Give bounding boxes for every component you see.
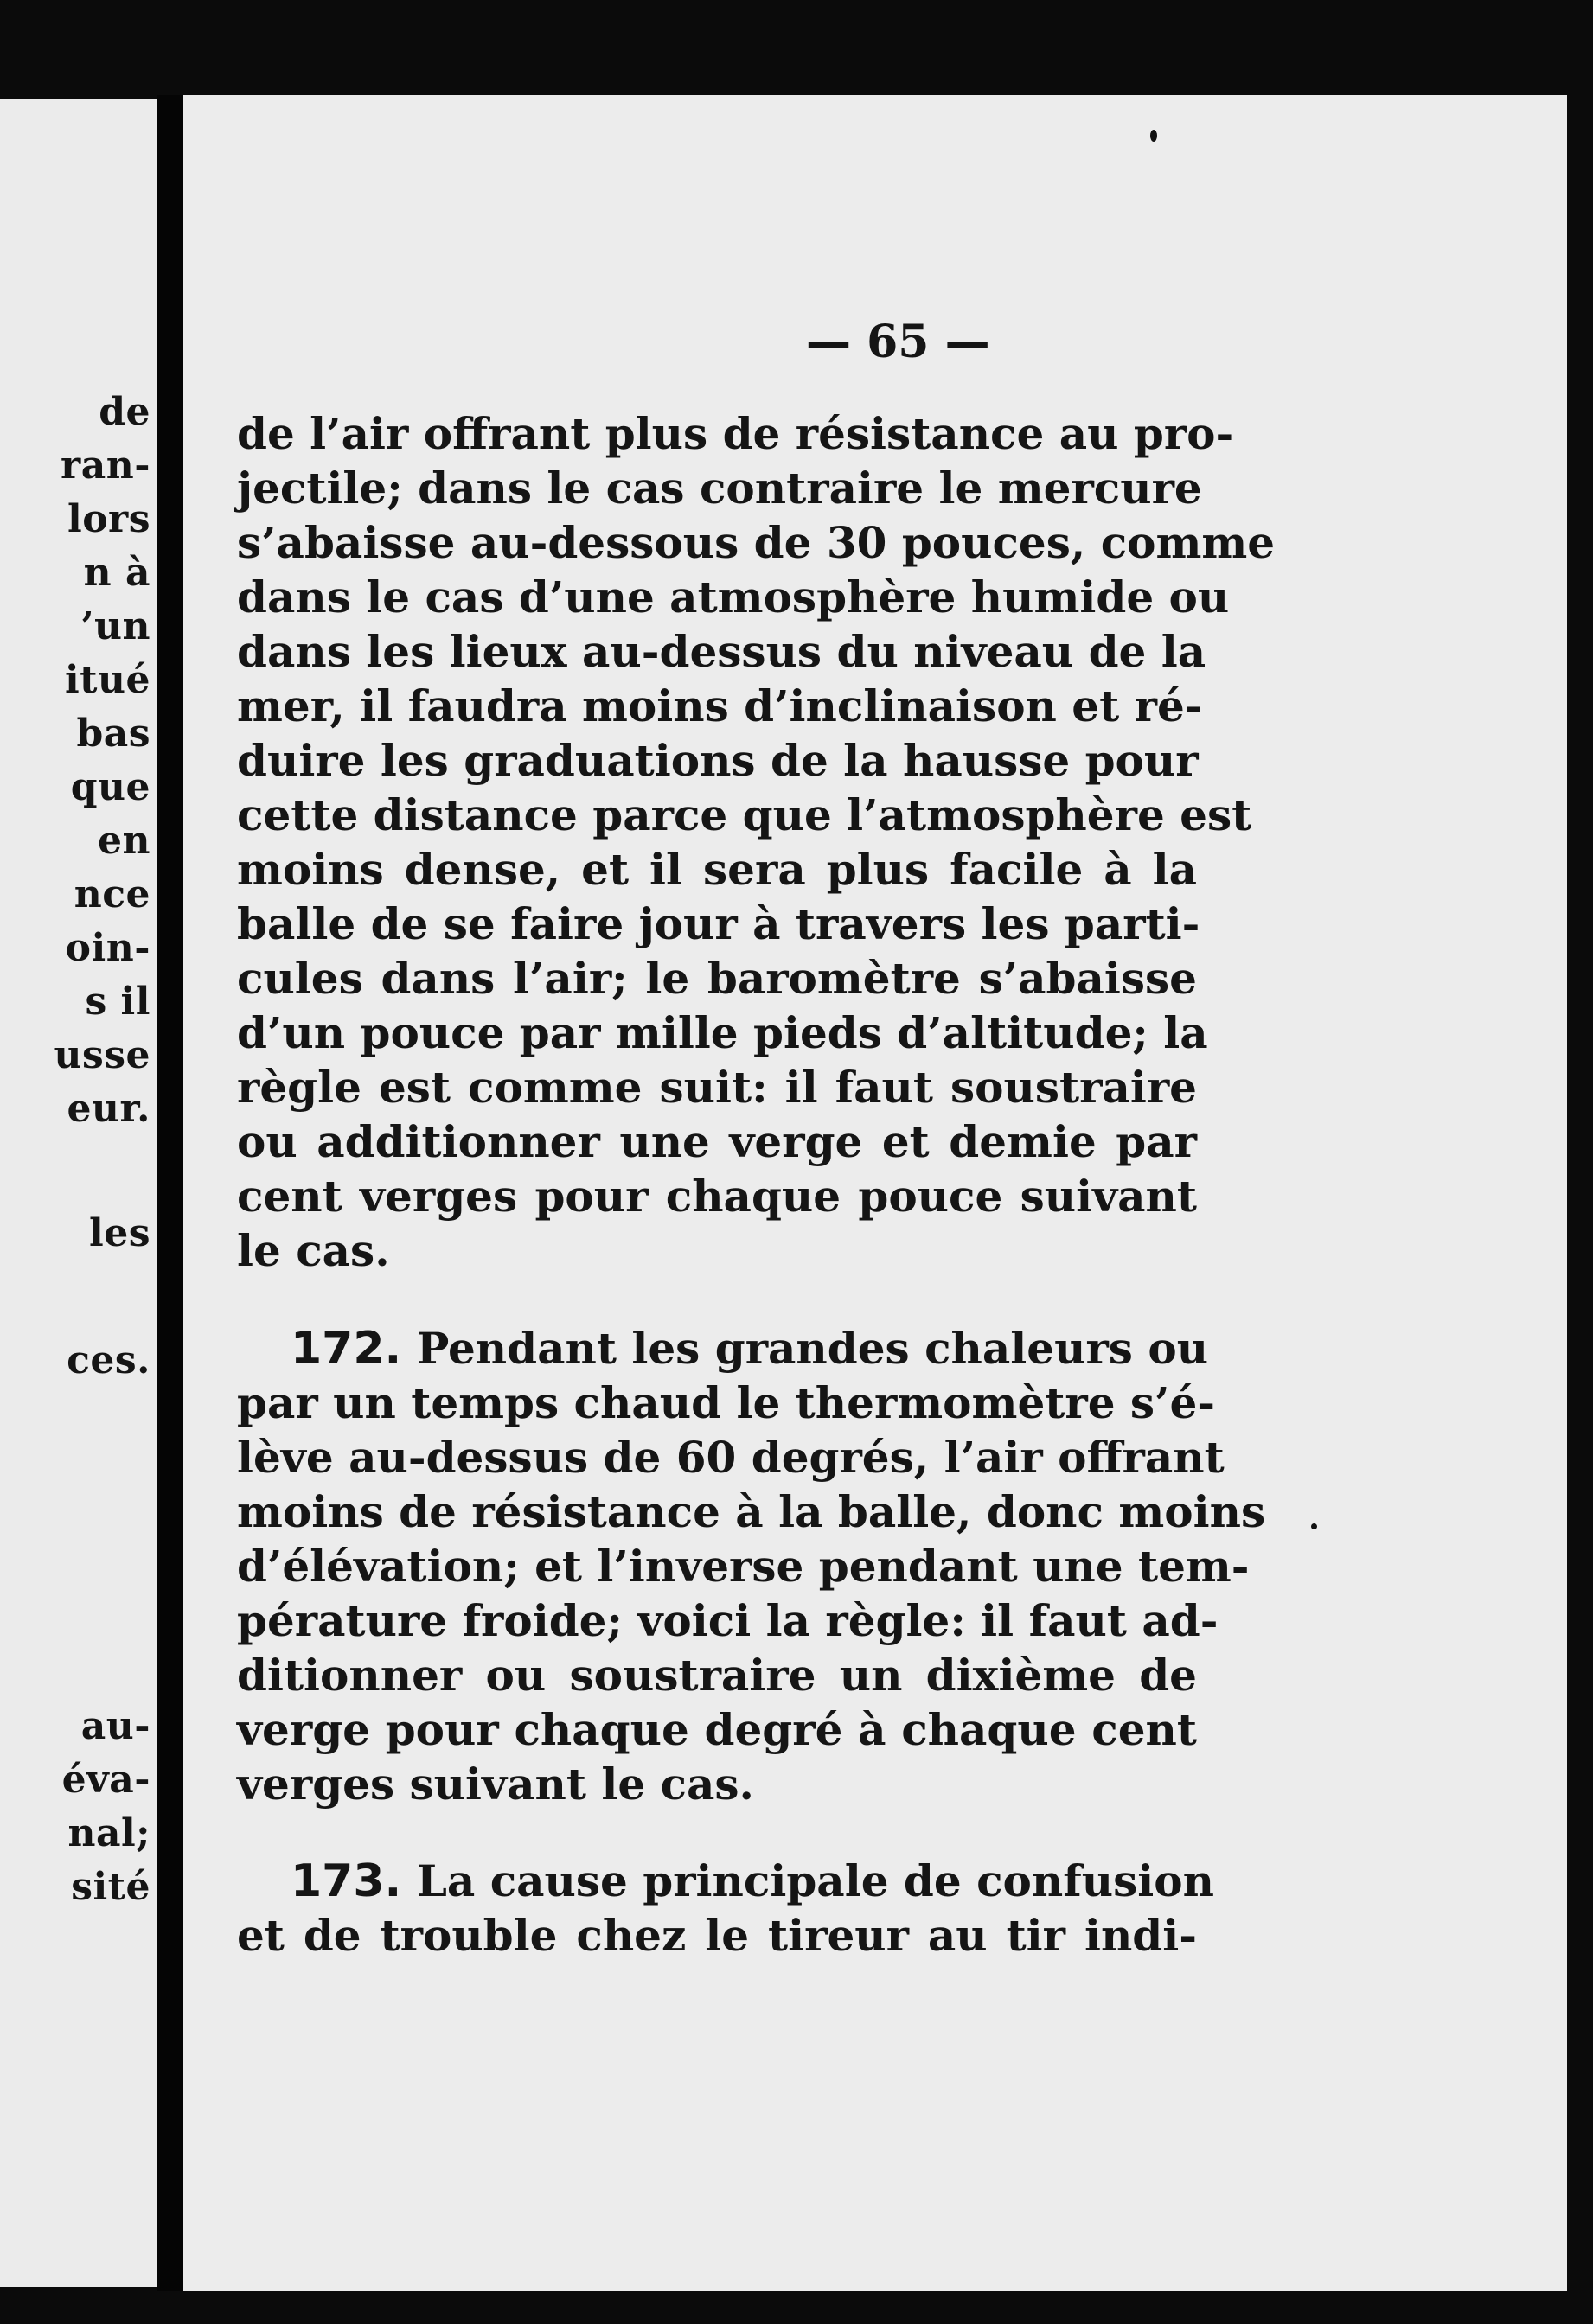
text-line: ou additionner une verge et demie par (237, 1116, 1197, 1167)
paragraph-number: 172. (291, 1323, 402, 1375)
left-fragment-line: s il (85, 980, 150, 1024)
text-line: pérature froide; voici la règle: il faut ad- (237, 1595, 1219, 1646)
paragraph-continuation (237, 406, 1276, 1278)
left-fragment-line: itué (64, 658, 150, 702)
left-fragment-line: eur. (67, 1087, 150, 1131)
left-fragment-line: n à (83, 551, 150, 595)
left-fragment-line: usse (54, 1033, 150, 1077)
text-line: par un temps chaud le thermomètre s’é- (237, 1377, 1216, 1428)
left-fragment-line: ran- (61, 444, 150, 488)
text-line (237, 1321, 1209, 1376)
text-line: d’un pouce par mille pieds d’altitude; la (237, 1007, 1208, 1058)
left-fragment-line: nal; (67, 1811, 150, 1855)
left-fragment-line: ’un (80, 604, 150, 648)
left-fragment-line: bas (76, 712, 150, 756)
left-fragment-line: en (98, 819, 150, 863)
text-line: règle est comme suit: il faut soustraire (237, 1062, 1197, 1113)
text-line: moins dense, et il sera plus facile à la (237, 844, 1197, 895)
left-fragment-line: au- (80, 1704, 150, 1748)
text-line: mer, il faudra moins d’inclinaison et ré- (237, 680, 1203, 731)
page-number: — 65 — (806, 316, 990, 368)
text-line: de l’air offrant plus de résistance au pro- (237, 408, 1234, 459)
text-line-content: Pendant les grandes chaleurs ou (416, 1323, 1209, 1374)
book-gutter (157, 95, 183, 2291)
text-line: ditionner ou soustraire un dixième de (237, 1650, 1197, 1701)
speck-mark (1150, 130, 1157, 142)
paragraph-172 (237, 1321, 1266, 1811)
speck-mark (1311, 1523, 1317, 1529)
text-line: dans le cas d’une atmosphère humide ou (237, 571, 1230, 622)
left-fragment-line: éva- (61, 1758, 150, 1802)
book-page (183, 95, 1567, 2291)
text-line: jectile; dans le cas contraire le mercure (237, 463, 1202, 514)
paragraph-173 (237, 1854, 1214, 1963)
text-line: verges suivant le cas. (237, 1759, 754, 1810)
text-line: d’élévation; et l’inverse pendant une tem- (237, 1541, 1250, 1592)
text-line: moins de résistance à la balle, donc moins (237, 1486, 1266, 1537)
text-line: balle de se faire jour à travers les parti- (237, 898, 1200, 949)
left-fragment-line: de (99, 390, 150, 434)
text-line-content: La cause principale de confusion (416, 1855, 1214, 1906)
left-page-fragment (0, 99, 157, 2287)
text-line: cette distance parce que l’atmosphère est (237, 789, 1252, 840)
text-line (237, 1854, 1214, 1908)
text-line: dans les lieux au-dessus du niveau de la (237, 626, 1206, 677)
text-line: duire les graduations de la hausse pour (237, 735, 1199, 786)
text-line: et de trouble chez le tireur au tir indi- (237, 1910, 1197, 1961)
text-line: verge pour chaque degré à chaque cent (237, 1704, 1197, 1755)
text-line: s’abaisse au-dessous de 30 pouces, comme (237, 517, 1276, 568)
left-fragment-line: que (70, 765, 150, 809)
left-fragment-line: oin- (65, 926, 150, 970)
text-line: cules dans l’air; le baromètre s’abaisse (237, 953, 1197, 1004)
left-fragment-line: sité (71, 1865, 150, 1909)
left-fragment-line: ces. (67, 1338, 150, 1382)
text-line: cent verges pour chaque pouce suivant (237, 1171, 1197, 1222)
left-fragment-line: nce (74, 872, 150, 916)
left-fragment-line: lors (67, 497, 150, 541)
text-line: lève au-dessus de 60 degrés, l’air offrant (237, 1432, 1225, 1483)
text-line: le cas. (237, 1225, 390, 1276)
left-fragment-line: les (89, 1211, 150, 1255)
paragraph-number: 173. (291, 1855, 402, 1907)
